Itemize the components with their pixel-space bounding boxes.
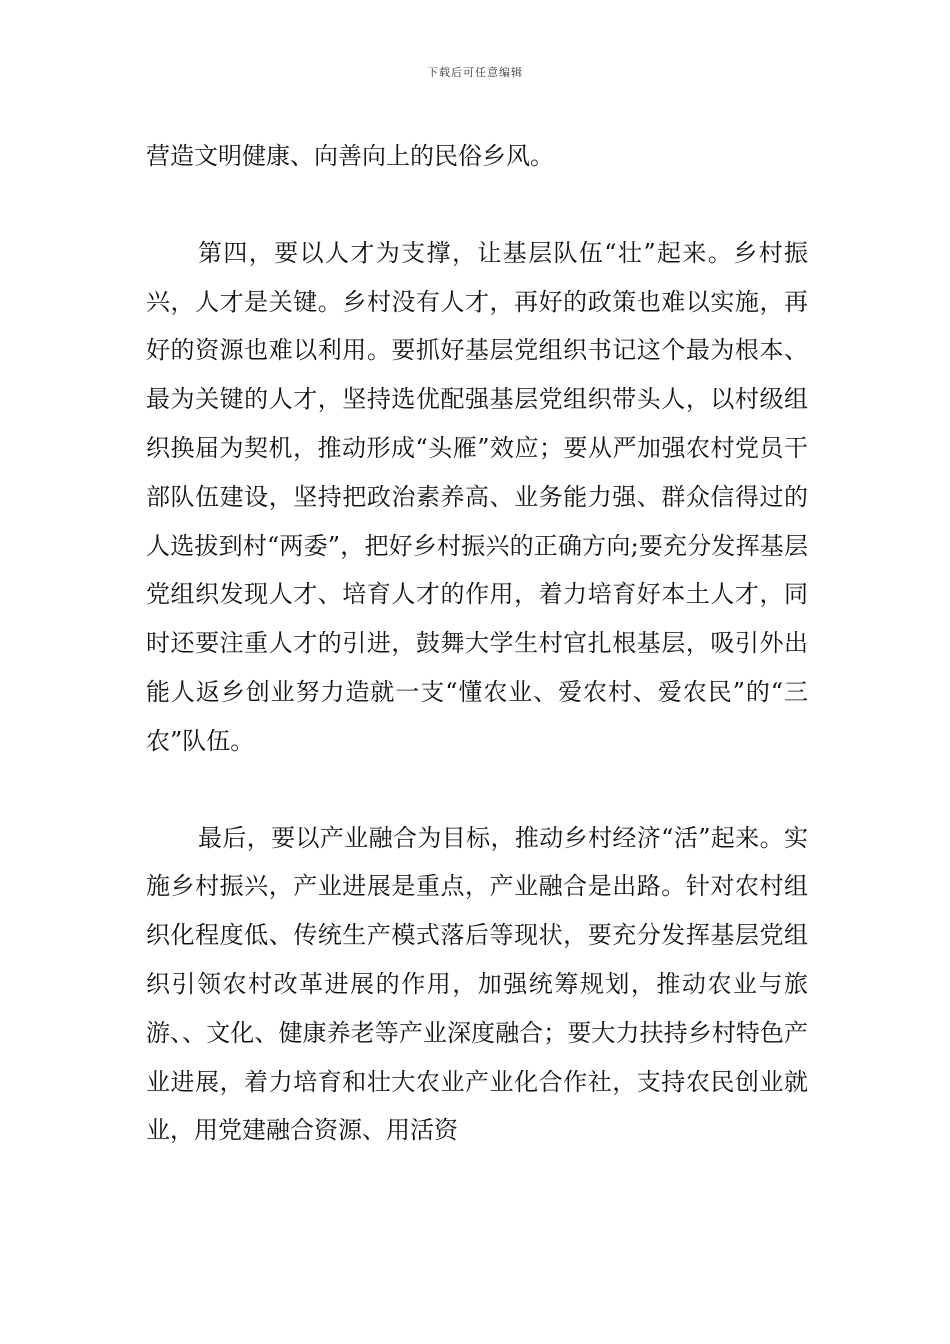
paragraph-3: 最后，要以产业融合为目标，推动乡村经济“活”起来。实施乡村振兴，产业进展是重点，产业融合是出路。针对农村组织化程度低、传统生产模式落后等现状，要充分发挥基层党组织引领农村改革进展的作用，加强统筹规划，推动农业与旅游、、文化、健康养老等产业深度融合；要大力扶持乡村特色产业进展，着力培育和壮大农业产业化合作社，支持农民创业就业，用党建融合资源、用活资: [146, 823, 808, 1145]
page-header: 下载后可任意编辑: [427, 66, 523, 79]
paragraph-1: 营造文明健康、向善向上的民俗乡风。: [146, 142, 554, 170]
document-body: [146, 132, 808, 1155]
paragraph-2: 第四，要以人才为支撑，让基层队伍“壮”起来。乡村振兴，人才是关键。乡村没有人才，再好的政策也难以实施，再好的资源也难以利用。要抓好基层党组织书记这个最为根本、最为关键的人才，坚持选优配强基层党组织带头人，以村级组织换届为契机，推动形成“头雁”效应；要从严加强农村党员干部队伍建设，坚持把政治素养高、业务能力强、群众信得过的人选拔到村“两委”，把好乡村振兴的正确方向;要充分发挥基层党组织发现人才、培育人才的作用，着力培育好本土人才，同时还要注重人才的引进，鼓舞大学生村官扎根基层，吸引外出能人返乡创业努力造就一支“懂农业、爱农村、爱农民”的“三农”队伍。: [146, 238, 808, 755]
